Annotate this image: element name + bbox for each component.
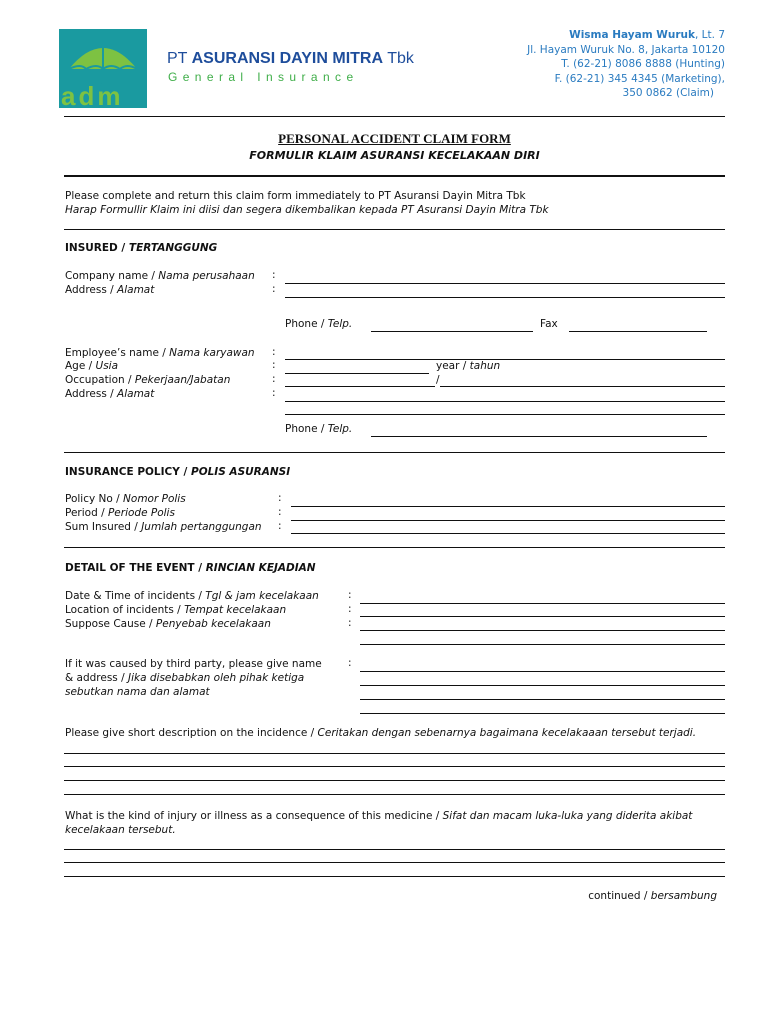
age-field[interactable]	[285, 373, 429, 374]
sum-insured-label-id: Jumlah pertanggungan	[141, 521, 262, 533]
policy-title-en: INSURANCE POLICY /	[65, 466, 191, 478]
location-label	[65, 603, 286, 617]
company-name-label-en: Company name /	[65, 270, 159, 282]
policy-no-label	[65, 492, 186, 506]
injury-field-1[interactable]	[64, 849, 725, 850]
location-field[interactable]	[360, 616, 725, 617]
company-name-label-id: Nama perusahaan	[158, 270, 255, 282]
event-title-en: DETAIL OF THE EVENT /	[65, 562, 206, 574]
insured-divider	[64, 452, 725, 453]
insured-title-en: INSURED /	[65, 242, 129, 254]
injury-field-3[interactable]	[64, 876, 725, 877]
phone2-field[interactable]	[371, 436, 707, 437]
colon: :	[278, 506, 282, 518]
logo-text: adm	[61, 81, 124, 111]
title-divider	[64, 175, 725, 177]
injury-label	[65, 809, 717, 823]
occupation-label-id: Pekerjaan/Jabatan	[134, 374, 231, 386]
phone2-label-en: Phone /	[285, 423, 328, 435]
policy-no-field[interactable]	[291, 506, 725, 507]
company-name-label	[65, 269, 255, 283]
location-label-en: Location of incidents /	[65, 604, 185, 616]
form-subtitle: FORMULIR KLAIM ASURANSI KECELAKAAN DIRI	[249, 149, 540, 162]
description-field-1[interactable]	[64, 753, 725, 754]
third-party-label-1: If it was caused by third party, please give name	[65, 658, 322, 670]
phone2-label	[285, 422, 352, 436]
address-floor: , Lt. 7	[695, 29, 725, 41]
date-time-label-id: Tgl & jam kecelakaan	[205, 590, 319, 602]
phone-label-en: Phone /	[285, 318, 328, 330]
colon: :	[348, 657, 352, 669]
cause-label-en: Suppose Cause /	[65, 618, 156, 630]
colon: :	[272, 359, 276, 371]
policy-section-title	[65, 466, 290, 478]
continued-note-en: continued /	[588, 890, 651, 902]
company-tagline: General Insurance	[168, 70, 359, 84]
colon: :	[272, 346, 276, 358]
employee-name-label-en: Employee’s name /	[65, 347, 170, 359]
colon: :	[272, 283, 276, 295]
employee-name-field[interactable]	[285, 359, 725, 360]
third-party-label-2	[65, 671, 304, 685]
colon: :	[348, 589, 352, 601]
description-label	[65, 726, 696, 740]
company-name-main: ASURANSI DAYIN MITRA	[191, 50, 384, 67]
cause-label	[65, 617, 271, 631]
date-time-label-en: Date & Time of incidents /	[65, 590, 206, 602]
injury-label-line-2: kecelakaan tersebut.	[65, 824, 176, 836]
continued-note	[588, 889, 717, 903]
company-name	[167, 50, 414, 68]
header-divider	[64, 116, 725, 117]
colon: :	[272, 269, 276, 281]
address2-field-1[interactable]	[285, 401, 725, 402]
event-title-id: RINCIAN KEJADIAN	[205, 562, 316, 574]
address-label-en: Address /	[65, 284, 118, 296]
company-logo	[59, 29, 147, 111]
description-field-2[interactable]	[64, 766, 725, 767]
occupation-label-en: Occupation /	[65, 374, 135, 386]
insured-section-title	[65, 242, 217, 254]
company-name-field[interactable]	[285, 283, 725, 284]
intro-divider	[64, 229, 725, 230]
employee-name-label	[65, 346, 255, 360]
phone-field[interactable]	[371, 331, 533, 332]
address-fax-2: 350 0862 (Claim)	[622, 87, 714, 99]
company-name-suffix: Tbk	[383, 50, 414, 67]
address-building: Wisma Hayam Wuruk	[569, 29, 695, 41]
colon: :	[272, 373, 276, 385]
third-party-field-3[interactable]	[360, 699, 725, 700]
year-label-id: tahun	[469, 360, 501, 372]
period-label-en: Period /	[65, 507, 108, 519]
company-name-prefix: PT	[167, 50, 192, 67]
colon: :	[348, 617, 352, 629]
colon: :	[348, 603, 352, 615]
age-label	[65, 359, 118, 373]
injury-label-id-1: Sifat dan macam luka-luka yang diderita akibat	[442, 810, 693, 822]
cause-field-1[interactable]	[360, 630, 725, 631]
policy-title-id: POLIS ASURANSI	[191, 466, 291, 478]
period-field[interactable]	[291, 520, 725, 521]
description-label-id: Ceritakan dengan sebenarnya bagaimana kecelakaaan tersebut terjadi.	[317, 727, 697, 739]
policy-no-label-en: Policy No /	[65, 493, 124, 505]
third-party-label-2-id: Jika disebabkan oleh pihak ketiga	[128, 672, 305, 684]
intro-en: Please complete and return this claim form immediately to PT Asuransi Dayin Mitra Tbk	[65, 190, 526, 202]
address-label	[65, 283, 154, 297]
address-field-1[interactable]	[285, 297, 725, 298]
occupation-slash: /	[436, 374, 440, 386]
address2-label	[65, 387, 154, 401]
sum-insured-label-en: Sum Insured /	[65, 521, 142, 533]
address-label-id: Alamat	[117, 284, 155, 296]
policy-no-label-id: Nomor Polis	[123, 493, 186, 505]
date-time-field[interactable]	[360, 603, 725, 604]
address2-field-2[interactable]	[285, 414, 725, 415]
colon: :	[272, 387, 276, 399]
continued-note-id: bersambung	[650, 890, 717, 902]
phone-label	[285, 317, 352, 331]
insured-title-id: TERTANGGUNG	[128, 242, 218, 254]
cause-label-id: Penyebab kecelakaan	[155, 618, 271, 630]
injury-label-en: What is the kind of injury or illness as a consequence of this medicine /	[65, 810, 443, 822]
fax-field[interactable]	[569, 331, 707, 332]
third-party-field-1[interactable]	[360, 671, 725, 672]
cause-field-2[interactable]	[360, 644, 725, 645]
date-time-label	[65, 589, 319, 603]
description-label-en: Please give short description on the incidence /	[65, 727, 318, 739]
location-label-id: Tempat kecelakaan	[184, 604, 287, 616]
colon: :	[278, 492, 282, 504]
employee-name-label-id: Nama karyawan	[169, 347, 255, 359]
phone-label-id: Telp.	[327, 318, 353, 330]
occupation-field-1[interactable]	[285, 386, 435, 387]
year-label	[436, 359, 500, 373]
period-label	[65, 506, 175, 520]
description-field-4[interactable]	[64, 794, 725, 795]
sum-insured-field[interactable]	[291, 533, 725, 534]
fax-label: Fax	[540, 318, 558, 330]
intro-id: Harap Formullir Klaim ini diisi dan segera dikembalikan kepada PT Asuransi Dayin Mitra Tbk	[65, 204, 549, 216]
event-section-title	[65, 562, 316, 574]
injury-field-2[interactable]	[64, 862, 725, 863]
third-party-label-2-en: & address /	[65, 672, 128, 684]
address2-label-id: Alamat	[117, 388, 155, 400]
period-label-id: Periode Polis	[107, 507, 175, 519]
address2-label-en: Address /	[65, 388, 118, 400]
third-party-field-2[interactable]	[360, 685, 725, 686]
sum-insured-label	[65, 520, 262, 534]
description-field-3[interactable]	[64, 780, 725, 781]
age-label-en: Age /	[65, 360, 96, 372]
address-fax-1: F. (62-21) 345 4345 (Marketing),	[554, 72, 725, 85]
occupation-label	[65, 373, 230, 387]
address-street: Jl. Hayam Wuruk No. 8, Jakarta 10120	[527, 43, 725, 56]
third-party-label-3: sebutkan nama dan alamat	[65, 686, 210, 698]
address-phone: T. (62-21) 8086 8888 (Hunting)	[561, 58, 725, 70]
age-label-id: Usia	[95, 360, 119, 372]
third-party-field-4[interactable]	[360, 713, 725, 714]
form-title: PERSONAL ACCIDENT CLAIM FORM	[278, 131, 511, 146]
company-address	[527, 28, 725, 101]
occupation-field-2[interactable]	[440, 386, 725, 387]
policy-divider	[64, 547, 725, 548]
year-label-en: year /	[436, 360, 470, 372]
colon: :	[278, 520, 282, 532]
phone2-label-id: Telp.	[327, 423, 353, 435]
